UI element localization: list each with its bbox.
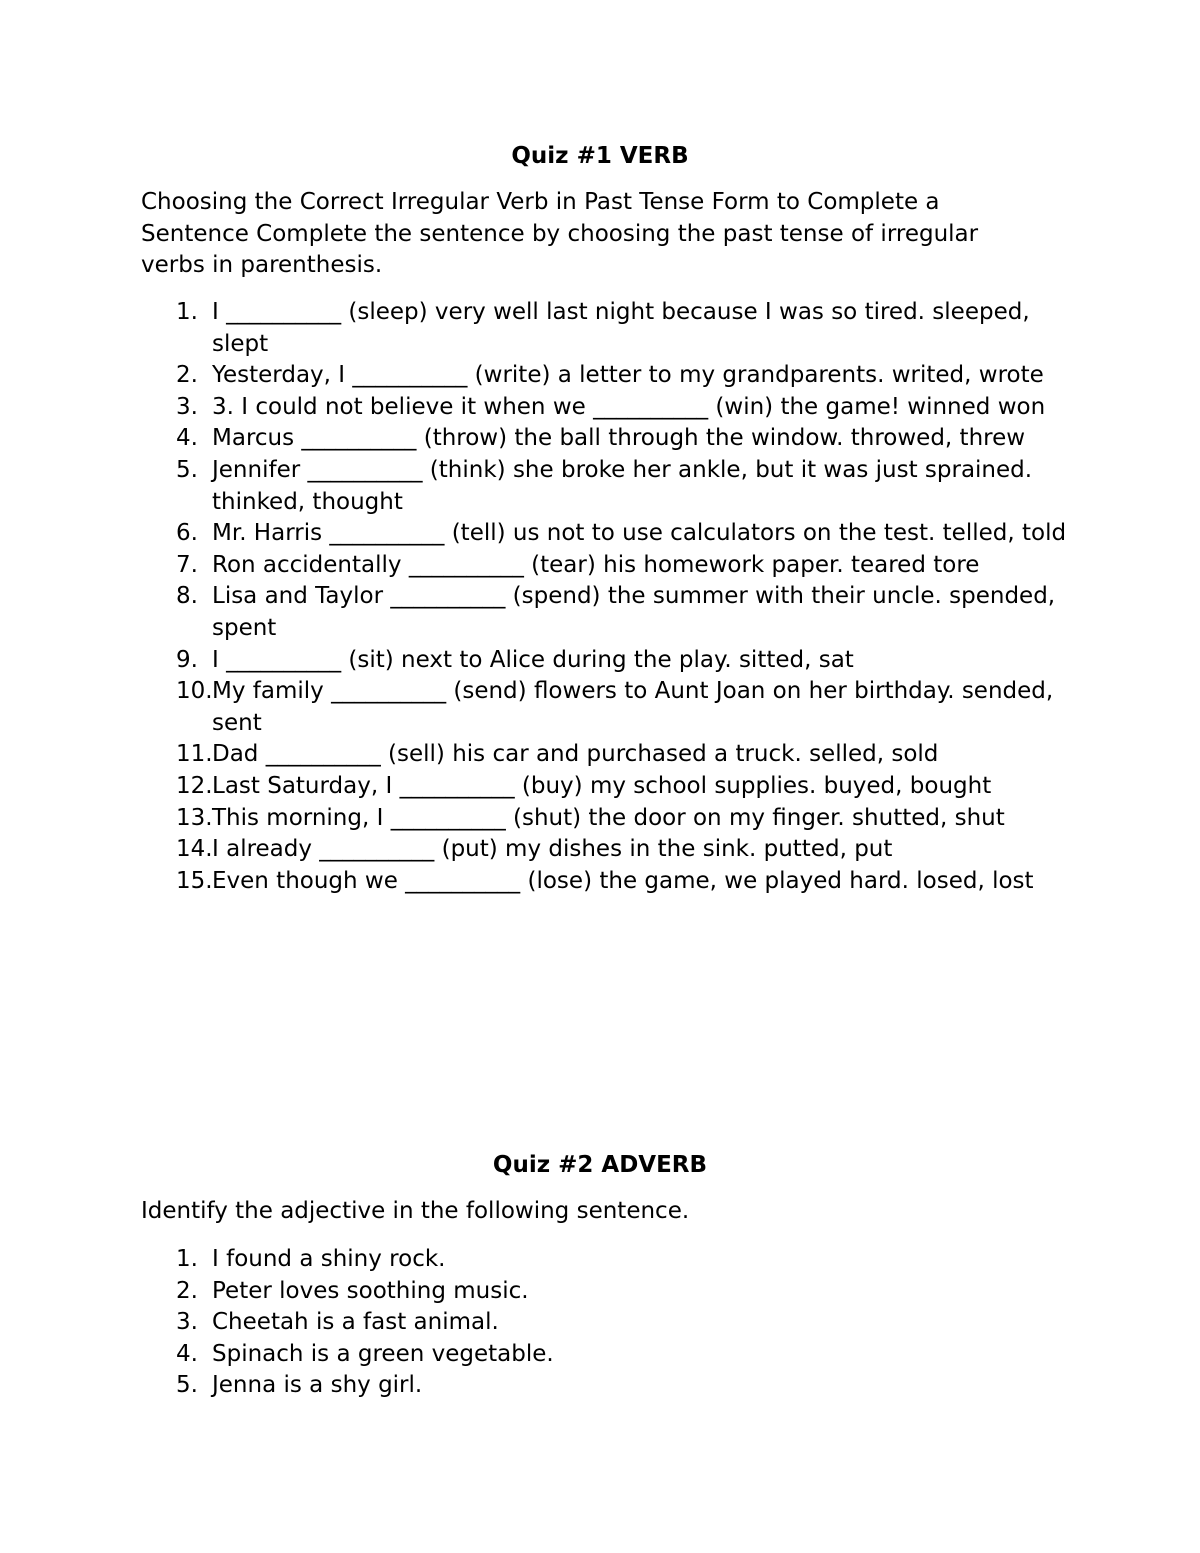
question-text: Peter loves soothing music.	[212, 1277, 529, 1304]
question-text: Lisa and Taylor __________ (spend) the summer with their uncle. spended, spent	[212, 583, 1056, 641]
question-text: Last Saturday, I __________ (buy) my school supplies. buyed, bought	[212, 772, 992, 799]
quiz1-question-item	[141, 739, 1071, 771]
question-text: Cheetah is a fast animal.	[212, 1309, 499, 1336]
question-number: 15.	[176, 867, 213, 894]
question-number: 10.	[176, 678, 213, 705]
question-text: I __________ (sleep) very well last night because I was so tired. sleeped, slept	[212, 299, 1030, 357]
quiz1-question-item	[141, 392, 1071, 424]
quiz1-question-item	[141, 550, 1071, 582]
quiz2-question-item	[141, 1244, 1071, 1276]
quiz2-instructions: Identify the adjective in the following sentence.	[141, 1198, 690, 1224]
quiz1-instructions: Choosing the Correct Irregular Verb in Past Tense Form to Complete a Sentence Complete the sentence by choosing the past tense of irregular verbs in parenthesis.	[141, 189, 979, 279]
question-text: My family __________ (send) flowers to Aunt Joan on her birthday. sended, sent	[212, 678, 1054, 736]
quiz2-question-item	[141, 1276, 1071, 1308]
quiz2-title: Quiz #2 ADVERB	[492, 1152, 708, 1178]
question-text: I found a shiny rock.	[212, 1246, 446, 1272]
quiz1-question-item	[141, 518, 1071, 550]
question-number: 11.	[176, 741, 213, 768]
question-number: 3.	[176, 1309, 198, 1336]
quiz1-question-item	[141, 803, 1071, 835]
question-number: 1.	[176, 299, 198, 325]
quiz2-question-item	[141, 1370, 1071, 1402]
question-text: I already __________ (put) my dishes in the sink. putted, put	[212, 836, 893, 863]
question-text: Mr. Harris __________ (tell) us not to use calculators on the test. telled, told	[212, 520, 1067, 547]
question-number: 1.	[176, 1246, 198, 1272]
question-number: 3.	[176, 393, 198, 420]
quiz2-question-item	[141, 1307, 1071, 1339]
quiz1-question-item	[141, 581, 1071, 644]
question-number: 2.	[176, 1277, 198, 1304]
question-text: Even though we __________ (lose) the game, we played hard. losed, lost	[212, 867, 1034, 894]
quiz1-question-item	[141, 423, 1071, 455]
question-text: Jenna is a shy girl.	[212, 1372, 423, 1399]
question-number: 4.	[176, 425, 198, 452]
question-text: Marcus __________ (throw) the ball through the window. throwed, threw	[212, 425, 1026, 452]
quiz1-question-item	[141, 297, 1071, 360]
question-number: 7.	[176, 551, 198, 578]
quiz2-question-item	[141, 1339, 1071, 1371]
question-text: Dad __________ (sell) his car and purchased a truck. selled, sold	[212, 741, 939, 768]
question-text: I __________ (sit) next to Alice during the play. sitted, sat	[212, 646, 854, 673]
question-text: Yesterday, I __________ (write) a letter to my grandparents. writed, wrote	[212, 362, 1044, 389]
question-number: 8.	[176, 583, 198, 610]
quiz1-question-item	[141, 676, 1071, 739]
question-text: Spinach is a green vegetable.	[212, 1340, 554, 1367]
question-text: Jennifer __________ (think) she broke her ankle, but it was just sprained. thinked, thought	[212, 456, 1033, 515]
quiz1-question-list	[141, 297, 1071, 897]
question-number: 13.	[176, 804, 213, 831]
quiz1-question-item	[141, 360, 1071, 392]
quiz1-question-item	[141, 866, 1071, 898]
question-number: 4.	[176, 1340, 198, 1367]
quiz1-title: Quiz #1 VERB	[511, 143, 689, 169]
quiz1-question-item	[141, 771, 1071, 803]
question-number: 6.	[176, 520, 198, 547]
quiz1-question-item	[141, 645, 1071, 677]
quiz1-question-item	[141, 834, 1071, 866]
question-number: 9.	[176, 646, 198, 673]
question-text: Ron accidentally __________ (tear) his homework paper. teared tore	[212, 551, 980, 578]
question-text: This morning, I __________ (shut) the door on my finger. shutted, shut	[212, 804, 1005, 831]
question-text: 3. I could not believe it when we __________ (win) the game! winned won	[212, 393, 1046, 420]
quiz1-question-item	[141, 455, 1071, 518]
question-number: 5.	[176, 456, 198, 483]
question-number: 14.	[176, 836, 213, 863]
question-number: 2.	[176, 362, 198, 389]
question-number: 5.	[176, 1372, 198, 1399]
quiz2-question-list	[141, 1244, 1071, 1402]
question-number: 12.	[176, 772, 213, 799]
